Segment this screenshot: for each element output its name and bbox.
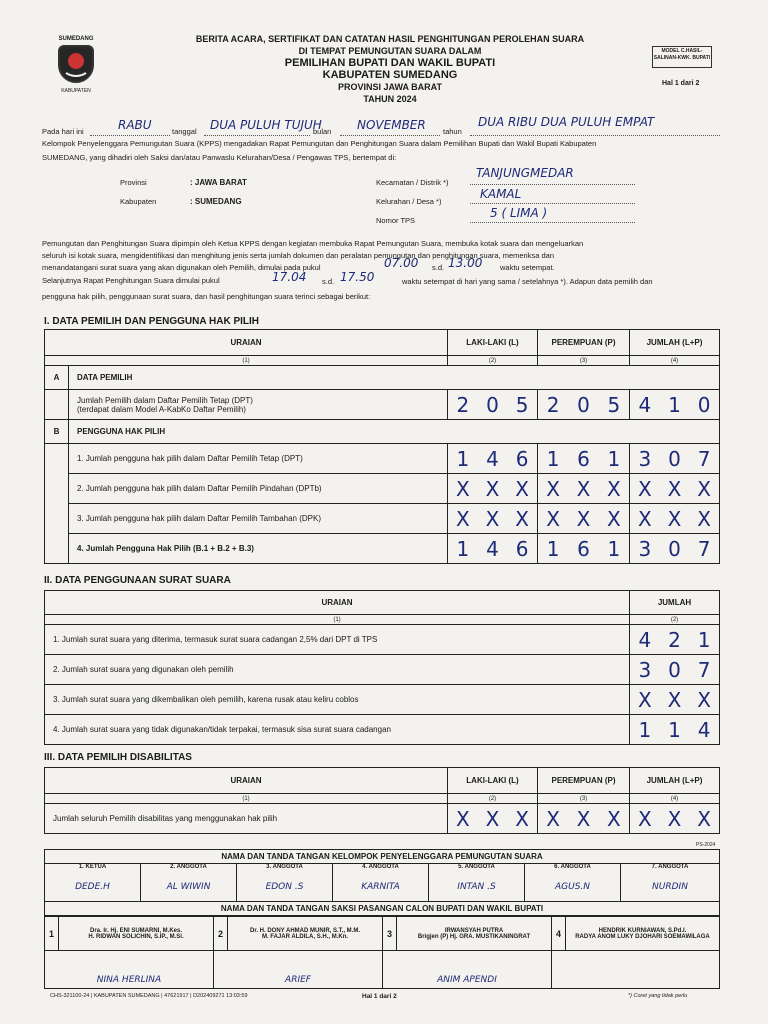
saksi-2-signature: ARIEF	[214, 951, 383, 989]
col-num: (4)	[630, 356, 720, 366]
title-line-4: KABUPATEN SUMEDANG	[322, 69, 458, 81]
title-line-3: PEMILIHAN BUPATI DAN WAKIL BUPATI	[284, 57, 496, 69]
sd-2: s.d.	[322, 277, 335, 286]
village-value: KAMAL	[480, 187, 522, 201]
th-perempuan: PEREMPUAN (P)	[538, 330, 630, 356]
dpt-l: 2 0 5	[448, 390, 538, 420]
date-value: DUA PULUH TUJUH	[210, 118, 322, 132]
title-line-6: TAHUN 2024	[363, 94, 417, 104]
sumedang-logo	[52, 36, 100, 98]
ps-code: PS-2024	[696, 842, 716, 848]
proc-line-3: menandatangani surat suara yang akan digunakan oleh Pemilih, dimulai pada pukul	[42, 263, 321, 272]
kpps-sig-title: NAMA DAN TANDA TANGAN KELOMPOK PENYELENGGARA PEMUNGUTAN SUARA	[45, 850, 720, 864]
regency-value: : SUMEDANG	[190, 197, 242, 206]
ballot-usage-table: URAIAN JUMLAH (1) (2) 1. Jumlah surat suara yang diterima, termasuk surat suara cadangan 2,5% dari DPT di TPS 4 2 1 2. Jumlah surat suara yang digunakan oleh pemilih 3 0 7 3. Jumlah surat suara yang dikembalikan oleh pemilih, karena rusak atau keliru coblos X X X 4. Jumlah surat suara yang tidak digunakan/tidak terpakai, termasuk sisa surat suara cadangan 1 1 4	[44, 590, 720, 745]
sig-anggota-5: 5. ANGGOTA INTAN .S	[429, 864, 525, 902]
ballot-r4-label: 4. Jumlah surat suara yang tidak digunakan/tidak terpakai, termasuk sisa surat suara cadangan	[45, 715, 630, 745]
tps-value: 5 ( LIMA )	[490, 206, 548, 220]
th-jumlah: JUMLAH (L+P)	[630, 330, 720, 356]
title-line-5: PROVINSI JAWA BARAT	[337, 82, 442, 92]
footer-code: CHS-321100-24 | KABUPATEN SUMEDANG | 47621917 | D202409271 13:03:59	[50, 993, 248, 999]
saksi-sig-title: NAMA DAN TANDA TANGAN SAKSI PASANGAN CALON BUPATI DAN WAKIL BUPATI	[45, 902, 720, 916]
time2-end: 17.50	[340, 270, 375, 284]
col-num: (2)	[448, 356, 538, 366]
model-box: MODEL C.HASIL-SALINAN-KWK. BUPATI	[652, 46, 712, 68]
row-letter: B	[45, 420, 69, 444]
dpt-p: 2 0 5	[538, 390, 630, 420]
saksi-signature-table: 1 Dra. Ir. Hj. ENI SUMARNI, M.Kes. H. RIDWAN SOLICHIN, S.IP., M.Si. 2 Dr. H. DONY AHMAD MUNIR, S.T., M.M. M. FAJAR ALDILA, S.H., M.Kn. 3 IRWANSYAH PUTRA Brigjen (P) Hj. GRA. MUSTIKANINGRAT 4 HENDRIK KURNIAWAN, S.Pd.I. RADYA ANOM LUKY DJOHARI SOEMAWILAGA NINA HERLINA ARIEF ANIM APENDI	[44, 916, 720, 989]
year-label: tahun	[443, 127, 462, 136]
proc-line-2: seluruh isi kotak suara, mengidentifikasi dan menghitung jenis serta jumlah dokumen dan peralatan pemungutan dan penghitungan suara, memeriksa dan	[42, 251, 554, 260]
title-line-2: DI TEMPAT PEMUNGUTAN SUARA DALAM	[298, 46, 482, 56]
document-title	[130, 33, 650, 105]
ballot-r3-label: 3. Jumlah surat suara yang dikembalikan oleh pemilih, karena rusak atau keliru coblos	[45, 685, 630, 715]
b4-label: 4. Jumlah Pengguna Hak Pilih (B.1 + B.2 + B.3)	[69, 534, 448, 564]
section-b-title: PENGGUNA HAK PILIH	[69, 420, 720, 444]
page-label: Hal 1 dari 2	[662, 80, 700, 87]
day-label: Pada hari ini	[42, 127, 84, 136]
section-a-title: DATA PEMILIH	[69, 366, 720, 390]
proc-line-1: Pemungutan dan Penghitungan Suara dipimpin oleh Ketua KPPS dengan kegiatan membuka Rapat Pemungutan Suara, membuka kotak suara dan mengeluarkan	[42, 239, 584, 248]
intro-line-2: SUMEDANG, yang dihadiri oleh Saksi dan/atau Panwaslu Kelurahan/Desa / Pengawas TPS, bertempat di:	[42, 153, 397, 162]
month-value: NOVEMBER	[357, 118, 426, 132]
b3-label: 3. Jumlah pengguna hak pilih dalam Daftar Pemilih Tambahan (DPK)	[69, 504, 448, 534]
row-letter: A	[45, 366, 69, 390]
sig-ketua: 1. KETUA DEDE.H	[45, 864, 141, 902]
th-uraian: URAIAN	[45, 591, 630, 615]
year-value: DUA RIBU DUA PULUH EMPAT	[478, 115, 655, 129]
th-jumlah: JUMLAH	[630, 591, 720, 615]
seal-icon	[58, 45, 94, 83]
district-value: TANJUNGMEDAR	[476, 166, 574, 180]
disability-table: URAIAN LAKI-LAKI (L) PEREMPUAN (P) JUMLAH (L+P) (1) (2) (3) (4) Jumlah seluruh Pemilih disabilitas yang menggunakan hak pilih X X X X X X X X X	[44, 767, 720, 834]
proc-line-5: pengguna hak pilih, penggunaan surat suara, dan hasil penghitungan suara terinci sebagai berikut:	[42, 292, 371, 301]
logo-text-top: SUMEDANG	[58, 36, 94, 42]
th-uraian: URAIAN	[45, 330, 448, 356]
sig-anggota-7: 7. ANGGOTA NURDIN	[621, 864, 720, 902]
title-line-1: BERITA ACARA, SERTIFIKAT DAN CATATAN HASIL PENGHITUNGAN PEROLEHAN SUARA	[195, 34, 585, 44]
district-label: Kecamatan / Distrik *)	[376, 178, 449, 187]
sig-anggota-6: 6. ANGGOTA AGUS.N	[525, 864, 621, 902]
saksi-4-signature	[552, 951, 720, 989]
province-value: : JAWA BARAT	[190, 178, 247, 187]
regency-label: Kabupaten	[120, 197, 157, 206]
intro-line-1: Kelompok Penyelenggara Pemungutan Suara (KPPS) mengadakan Rapat Pemungutan dan Penghitungan Suara dalam Pemilihan Bupati dan Wakil Bupati Kabupaten	[42, 139, 597, 148]
ballot-r2-label: 2. Jumlah surat suara yang digunakan oleh pemilih	[45, 655, 630, 685]
disability-label: Jumlah seluruh Pemilih disabilitas yang menggunakan hak pilih	[45, 804, 448, 834]
footer-note: *) Coret yang tidak perlu	[628, 993, 688, 999]
footer-page: Hal 1 dari 2	[362, 993, 397, 1000]
province-label: Provinsi	[120, 178, 147, 187]
logo-text-bottom: KABUPATEN	[61, 88, 91, 94]
ballot-r1-label: 1. Jumlah surat suara yang diterima, termasuk surat suara cadangan 2,5% dari DPT di TPS	[45, 625, 630, 655]
time2-start: 17.04	[272, 270, 307, 284]
dpt-label: Jumlah Pemilih dalam Daftar Pemilih Tetap (DPT) (terdapat dalam Model A-KabKo Daftar Pemilih)	[69, 390, 448, 420]
saksi-3-names: IRWANSYAH PUTRA Brigjen (P) Hj. GRA. MUSTIKANINGRAT	[397, 917, 552, 951]
proc-line-3b: waktu setempat.	[500, 263, 555, 272]
date-label: tanggal	[172, 127, 197, 136]
saksi-3-signature: ANIM APENDI	[383, 951, 552, 989]
section-2-title: II. DATA PENGGUNAAN SURAT SUARA	[44, 575, 231, 586]
time-start: 07.00	[384, 256, 419, 270]
sig-anggota-3: 3. ANGGOTA EDON .S	[237, 864, 333, 902]
sd-1: s.d.	[432, 263, 445, 272]
sig-anggota-2: 2. ANGGOTA AL WIWIN	[141, 864, 237, 902]
voter-data-table: URAIAN LAKI-LAKI (L) PEREMPUAN (P) JUMLAH (L+P) (1) (2) (3) (4) A DATA PEMILIH Jumlah Pemilih dalam Daftar Pemilih Tetap (DPT) (terdapat dalam Model A-KabKo Daftar Pemilih) 2 0 5 2 0 5 4 1 0 B PENGGUNA HAK PILIH 1. Jumlah pengguna hak pilih dalam Daftar Pemilih Tetap (DPT) 1 4 6 1 6 1 3 0 7 2. Jumlah pengguna hak pilih dalam Daftar Pemilih Pindahan (DPTb) X X X X X X X X X 3. Jumlah pengguna hak pilih dalam Daftar Pemilih Tambahan (DPK) X X X X X X X X X 4. Jumlah Pengguna Hak Pilih (B.1 + B.2 + B.3) 1 4 6 1 6 1 3 0 7	[44, 329, 720, 564]
village-label: Kelurahan / Desa *)	[376, 197, 442, 206]
section-1-title: I. DATA PEMILIH DAN PENGGUNA HAK PILIH	[44, 316, 259, 327]
saksi-1-signature: NINA HERLINA	[45, 951, 214, 989]
col-num: (3)	[538, 356, 630, 366]
saksi-1-names: Dra. Ir. Hj. ENI SUMARNI, M.Kes. H. RIDWAN SOLICHIN, S.IP., M.Si.	[59, 917, 214, 951]
month-label: bulan	[313, 127, 332, 136]
section-3-title: III. DATA PEMILIH DISABILITAS	[44, 752, 192, 763]
saksi-4-names: HENDRIK KURNIAWAN, S.Pd.I. RADYA ANOM LUKY DJOHARI SOEMAWILAGA	[566, 917, 720, 951]
col-num: (1)	[45, 356, 448, 366]
proc-line-4: Selanjutnya Rapat Penghitungan Suara dimulai pukul	[42, 276, 220, 285]
b1-label: 1. Jumlah pengguna hak pilih dalam Daftar Pemilih Tetap (DPT)	[69, 444, 448, 474]
time-end: 13.00	[448, 256, 483, 270]
saksi-2-names: Dr. H. DONY AHMAD MUNIR, S.T., M.M. M. FAJAR ALDILA, S.H., M.Kn.	[228, 917, 383, 951]
proc-line-4b: waktu setempat di hari yang sama / setelahnya *). Adapun data pemilih dan	[402, 277, 653, 286]
tps-label: Nomor TPS	[376, 216, 416, 225]
dpt-j: 4 1 0	[630, 390, 720, 420]
sig-anggota-4: 4. ANGGOTA KARNITA	[333, 864, 429, 902]
kpps-signature-table	[44, 849, 720, 916]
day-value: RABU	[118, 118, 152, 132]
b2-label: 2. Jumlah pengguna hak pilih dalam Daftar Pemilih Pindahan (DPTb)	[69, 474, 448, 504]
th-laki: LAKI-LAKI (L)	[448, 330, 538, 356]
